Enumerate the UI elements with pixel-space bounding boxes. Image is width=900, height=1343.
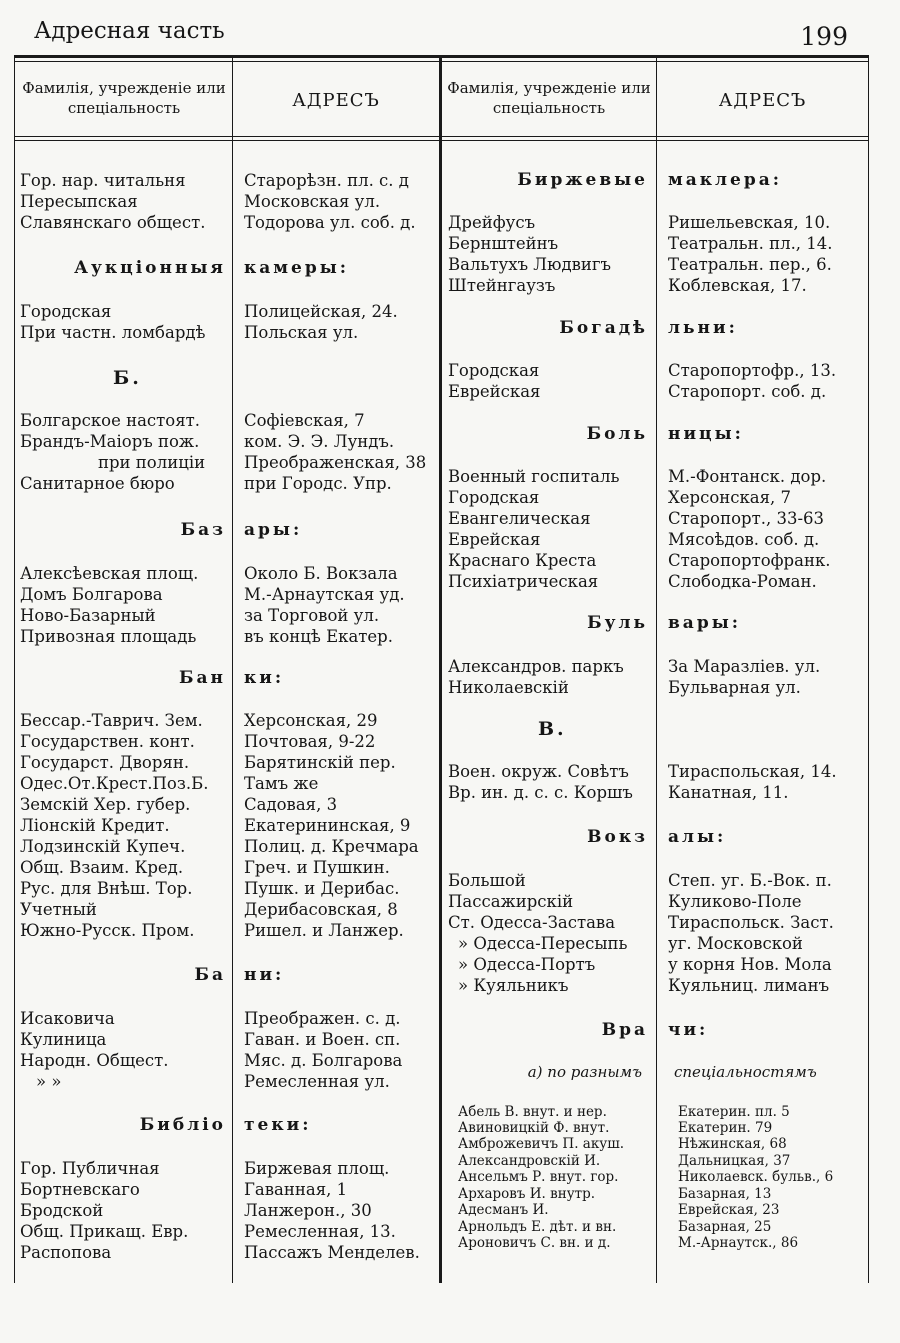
doctor-address: Николаевск. бульв., 6 [678,1169,834,1185]
entry-address: Тамъ же [244,774,319,793]
entry-address: Садовая, 3 [244,795,338,814]
entry-address: Преображенская, 38 [244,453,427,472]
entry-name: » Куяльникъ [458,976,569,995]
entry-address: за Торговой ул. [244,606,380,625]
entry-address: Коблевская, 17. [668,276,807,295]
section-heading-cont: ки: [244,668,285,688]
entry-name: Дрейфусъ [448,213,536,232]
entry-address: Московская ул. [244,192,381,211]
entry-name: Николаевскій [448,678,569,697]
entry-name: Психіатрическая [448,572,599,591]
entry-name: Брандъ-Маіоръ пож. [20,432,200,451]
section-heading-cont: маклера: [668,170,783,190]
entry-address: Пассажъ Менделев. [244,1243,420,1262]
right-border [868,58,869,1283]
entry-name: При частн. ломбардѣ [20,323,206,342]
entry-name: Ст. Одесса-Застава [448,913,616,932]
entry-name: Городская [448,488,540,507]
entry-address: Ришел. и Ланжер. [244,921,404,940]
section-heading: Богадѣ [559,318,648,338]
entry-address: Мяс. д. Болгарова [244,1051,403,1070]
entry-address: Биржевая площ. [244,1159,390,1178]
letter-heading: Б. [113,367,142,389]
right-col-divider [656,58,657,1283]
doctor-address: Базарная, 13 [678,1186,772,1202]
entry-name: Военный госпиталь [448,467,620,486]
entry-name: Распопова [20,1243,112,1262]
doctor-address: Базарная, 25 [678,1219,772,1235]
left-border [14,58,15,1283]
entry-name: Вальтухъ Людвигъ [448,255,612,274]
section-heading-cont: ни: [244,965,285,985]
doctor-address: Екатерин. пл. 5 [678,1104,790,1120]
section-heading: Вра [601,1020,648,1040]
entry-name: Южно-Русск. Пром. [20,921,195,940]
entry-address: Гаван. и Воен. сп. [244,1030,401,1049]
entry-address: Куликово-Поле [668,892,802,911]
subsection-heading: а) по разнымъ [527,1063,642,1081]
right-addr-header: АДРЕСЪ [718,90,807,111]
entry-name: Общ. Прикащ. Евр. [20,1222,189,1241]
entry-address: М.-Фонтанск. дор. [668,467,827,486]
entry-name: Еврейская [448,382,541,401]
section-heading: Аукціонныя [74,258,226,278]
entry-address: Преображен. с. д. [244,1009,401,1028]
entry-name: Привозная площадь [20,627,197,646]
entry-address: За Маразліев. ул. [668,657,821,676]
entry-name: Ново-Базарный [20,606,156,625]
entry-name: Бернштейнъ [448,234,559,253]
entry-address: Тираспольск. Заст. [668,913,834,932]
section-heading-cont: вары: [668,613,742,633]
entry-name: при полиціи [98,453,206,472]
entry-name: Гор. нар. читальня [20,171,186,190]
entry-name: Домъ Болгарова [20,585,163,604]
entry-address: Ремесленная ул. [244,1072,390,1091]
entry-name: Кулиница [20,1030,107,1049]
entry-name: Лодзинскій Купеч. [20,837,186,856]
doctor-name: Архаровъ И. внутр. [458,1186,596,1202]
entry-name: Гор. Публичная [20,1159,160,1178]
center-divider [439,58,442,1283]
doctor-name: Ароновичъ С. вн. и д. [458,1235,611,1251]
section-heading-cont: алы: [668,827,727,847]
doctor-address: Дальницкая, 37 [678,1153,791,1169]
entry-address: уг. Московской [668,934,803,953]
subsection-heading-cont: спеціальностямъ [674,1063,817,1081]
entry-address: Ремесленная, 13. [244,1222,396,1241]
entry-name: Болгарское настоят. [20,411,201,430]
entry-name: Большой [448,871,526,890]
entry-name: Санитарное бюро [20,474,175,493]
section-heading: Буль [587,613,648,633]
entry-address: Почтовая, 9-22 [244,732,376,751]
entry-name: Бессар.-Таврич. Зем. [20,711,203,730]
entry-address: Театральн. пер., 6. [668,255,832,274]
entry-name: » Одесса-Портъ [458,955,596,974]
entry-address: Старорѣзн. пл. с. д [244,171,409,190]
entry-name: Краснаго Креста [448,551,597,570]
entry-name: Государствен. конт. [20,732,195,751]
entry-name: Городская [20,302,112,321]
entry-address: Софіевская, 7 [244,411,365,430]
running-head-title: Адресная часть [34,18,225,44]
doctor-name: Амброжевичъ П. акуш. [458,1136,625,1152]
entry-address: Пушк. и Дерибас. [244,879,400,898]
entry-name: Одес.От.Крест.Поз.Б. [20,774,209,793]
section-heading: Ба [194,965,226,985]
entry-name: Пересыпская [20,192,138,211]
entry-address: Херсонская, 29 [244,711,378,730]
entry-name: Алексѣевская площ. [20,564,199,583]
entry-name: Славянскаго общест. [20,213,206,232]
doctor-name: Авиновицкій Ф. внут. [458,1120,610,1136]
entry-address: Старопортофранк. [668,551,831,570]
entry-address: у корня Нов. Мола [668,955,832,974]
entry-address: Ланжерон., 30 [244,1201,372,1220]
letter-heading: В. [538,718,567,740]
entry-name: Общ. Взаим. Кред. [20,858,184,877]
entry-name: Штейнгаузъ [448,276,556,295]
section-heading-cont: теки: [244,1115,312,1135]
entry-address: Тодорова ул. соб. д. [244,213,416,232]
entry-address: Полиц. д. Кречмара [244,837,419,856]
right-name-header: Фамилія, учрежденіе или спеціальность [447,79,651,117]
section-heading: Баз [180,520,226,540]
entry-address: Херсонская, 7 [668,488,792,507]
entry-name: Исаковича [20,1009,115,1028]
entry-address: Барятинскій пер. [244,753,396,772]
doctor-name: Адесманъ И. [458,1202,549,1218]
entry-name: Учетный [20,900,97,919]
doctor-address: Еврейская, 23 [678,1202,780,1218]
entry-address: Старопортофр., 13. [668,361,837,380]
doctor-name: Арнольдъ Е. дѣт. и вн. [458,1219,617,1235]
entry-address: Старопорт. соб. д. [668,382,827,401]
entry-address: Слободка-Роман. [668,572,817,591]
entry-name: Земскій Хер. губер. [20,795,191,814]
entry-address: Тираспольская, 14. [668,762,837,781]
left-addr-header: АДРЕСЪ [292,90,380,111]
entry-address: М.-Арнаутская уд. [244,585,405,604]
entry-address: Канатная, 11. [668,783,789,802]
entry-name: Александров. паркъ [448,657,624,676]
doctor-address: Екатерин. 79 [678,1120,773,1136]
entry-address: Дерибасовская, 8 [244,900,398,919]
entry-address: Ришельевская, 10. [668,213,831,232]
doctor-address: Нѣжинская, 68 [678,1136,787,1152]
section-heading-cont: чи: [668,1020,709,1040]
entry-address: въ концѣ Екатер. [244,627,393,646]
entry-address: Екатерининская, 9 [244,816,411,835]
section-heading: Библіо [139,1115,226,1135]
doctor-name: Александровскій И. [458,1153,601,1169]
entry-name: Бортневскаго [20,1180,140,1199]
entry-name: Народн. Общест. [20,1051,169,1070]
section-heading: Бан [179,668,226,688]
entry-address: Театральн. пл., 14. [668,234,833,253]
section-heading-cont: льни: [668,318,738,338]
doctor-name: Абель В. внут. и нер. [458,1104,607,1120]
entry-address: Старопорт., 33-63 [668,509,825,528]
entry-address: Степ. уг. Б.-Вок. п. [668,871,832,890]
entry-name: Вр. ин. д. с. с. Коршъ [448,783,633,802]
entry-name: Еврейская [448,530,541,549]
entry-name: Городская [448,361,540,380]
entry-address: Бульварная ул. [668,678,801,697]
entry-address: Около Б. Вокзала [244,564,398,583]
entry-name: Воен. окруж. Совѣтъ [448,762,629,781]
page-number: 199 [800,22,848,51]
section-heading: Боль [586,424,648,444]
entry-name: Евангелическая [448,509,591,528]
entry-name: Пассажирскій [448,892,574,911]
doctor-name: Ансельмъ Р. внут. гор. [458,1169,619,1185]
entry-name: Рус. для Внѣш. Тор. [20,879,193,898]
left-col-divider [232,58,233,1283]
section-heading-cont: камеры: [244,258,350,278]
entry-address: ком. Э. Э. Лундъ. [244,432,395,451]
left-name-header: Фамилія, учрежденіе или спеціальность [22,79,226,117]
section-heading: Биржевые [517,170,648,190]
entry-name: Ліонскій Кредит. [20,816,170,835]
section-heading-cont: ары: [244,520,303,540]
entry-address: при Городс. Упр. [244,474,392,493]
entry-address: Мясоѣдов. соб. д. [668,530,820,549]
entry-name: » » [36,1072,62,1091]
section-heading-cont: ницы: [668,424,744,444]
entry-address: Гаванная, 1 [244,1180,348,1199]
entry-address: Греч. и Пушкин. [244,858,390,877]
entry-address: Полицейская, 24. [244,302,398,321]
entry-address: Куяльниц. лиманъ [668,976,830,995]
entry-address: Польская ул. [244,323,359,342]
entry-name: Государст. Дворян. [20,753,190,772]
entry-name: » Одесса-Пересыпь [458,934,628,953]
doctor-address: М.-Арнаутск., 86 [678,1235,799,1251]
entry-name: Бродской [20,1201,104,1220]
section-heading: Вокз [587,827,648,847]
